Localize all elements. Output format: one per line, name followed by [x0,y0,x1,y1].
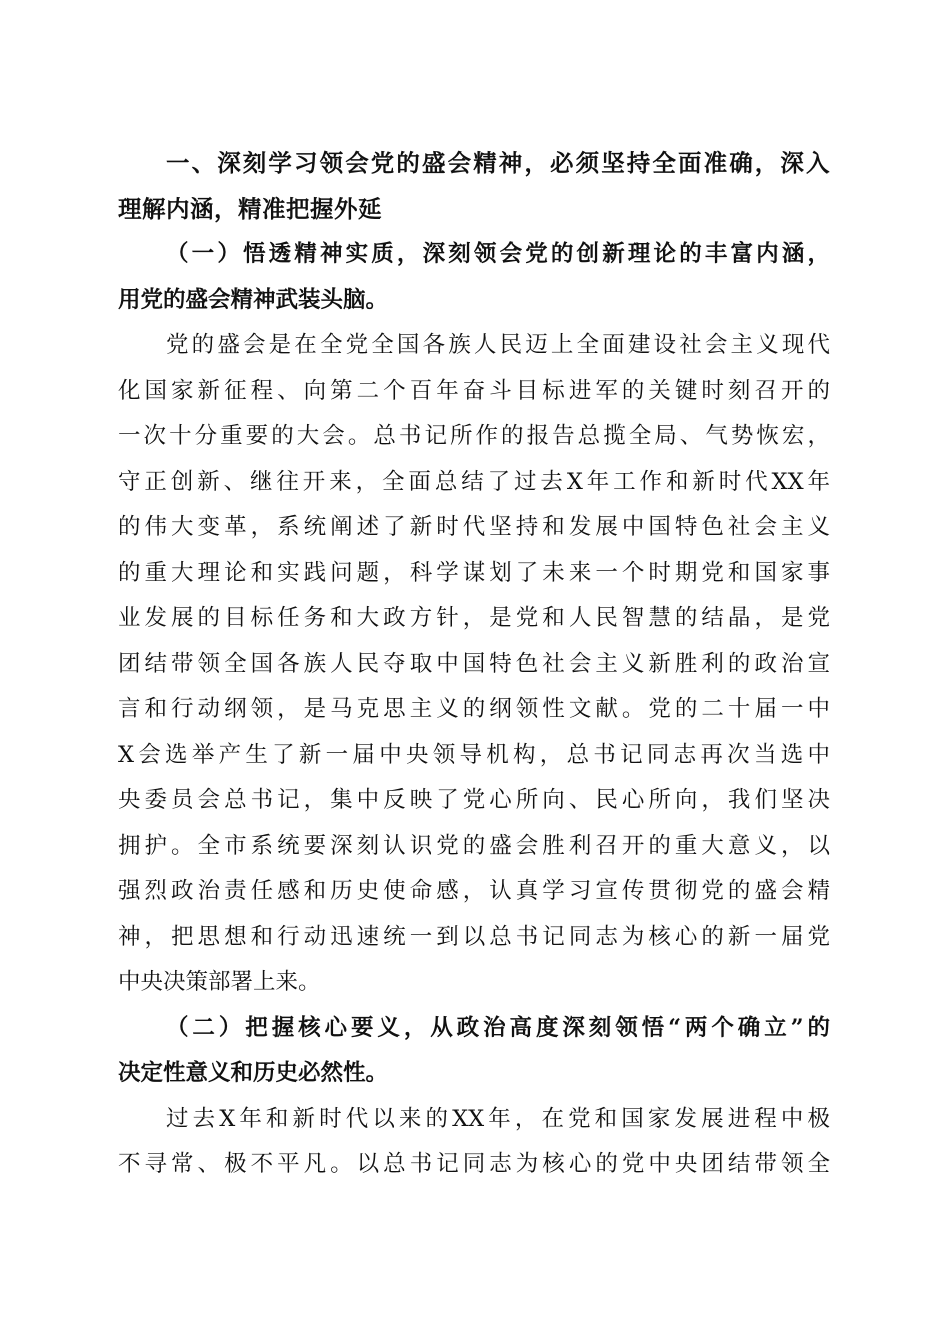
paragraph-line: 拥护。全市系统要深刻认识党的盛会胜利召开的重大意义，以 [118,832,830,859]
paragraph-line: 化国家新征程、向第二个百年奋斗目标进军的关键时刻召开的 [118,377,830,404]
subsection-heading-line: （一）悟透精神实质，深刻领会党的创新理论的丰富内涵， [166,241,830,267]
subsection-heading-line: （二）把握核心要义，从政治高度深刻领悟“两个确立”的 [166,1014,830,1041]
section-heading-line: 一、深刻学习领会党的盛会精神，必须坚持全面准确，深入 [166,149,830,177]
subsection-heading-1 [118,232,830,323]
paragraph-line: X会选举产生了新一届中央领导机构，总书记同志再次当选中 [118,741,830,768]
paragraph-line: 神，把思想和行动迅速统一到以总书记同志为核心的新一届党 [118,923,830,950]
paragraph-line: 一次十分重要的大会。总书记所作的报告总揽全局、气势恢宏， [118,423,830,449]
paragraph-line: 不寻常、极不平凡。以总书记同志为核心的党中央团结带领全 [118,1151,830,1177]
document-body [118,141,830,1188]
paragraph-line: 过去X年和新时代以来的XX年，在党和国家发展进程中极 [166,1105,830,1132]
subsection-heading-line: 用党的盛会精神武装头脑。 [118,286,389,313]
section-heading-line: 理解内涵，精准把握外延 [118,194,382,223]
paragraph-line: 中央决策部署上来。 [118,969,321,995]
paragraph-line: 党的盛会是在全党全国各族人民迈上全面建设社会主义现代 [166,332,830,358]
paragraph-line: 的伟大变革，系统阐述了新时代坚持和发展中国特色社会主义 [118,514,830,540]
section-heading [118,141,830,232]
subsection-heading-2 [118,1006,830,1097]
body-paragraph-1 [118,323,830,1006]
subsection-heading-line: 决定性意义和历史必然性。 [118,1060,389,1086]
paragraph-line: 团结带领全国各族人民夺取中国特色社会主义新胜利的政治宣 [118,650,830,677]
paragraph-line: 强烈政治责任感和历史使命感，认真学习宣传贯彻党的盛会精 [118,878,830,904]
paragraph-line: 业发展的目标任务和大政方针，是党和人民智慧的结晶，是党 [118,605,830,631]
paragraph-line: 言和行动纲领，是马克思主义的纲领性文献。党的二十届一中 [118,696,830,722]
body-paragraph-2 [118,1097,830,1188]
paragraph-line: 央委员会总书记，集中反映了党心所向、民心所向，我们坚决 [118,787,830,813]
paragraph-line: 的重大理论和实践问题，科学谋划了未来一个时期党和国家事 [118,559,830,586]
paragraph-line: 守正创新、继往开来，全面总结了过去X年工作和新时代XX年 [118,468,830,495]
